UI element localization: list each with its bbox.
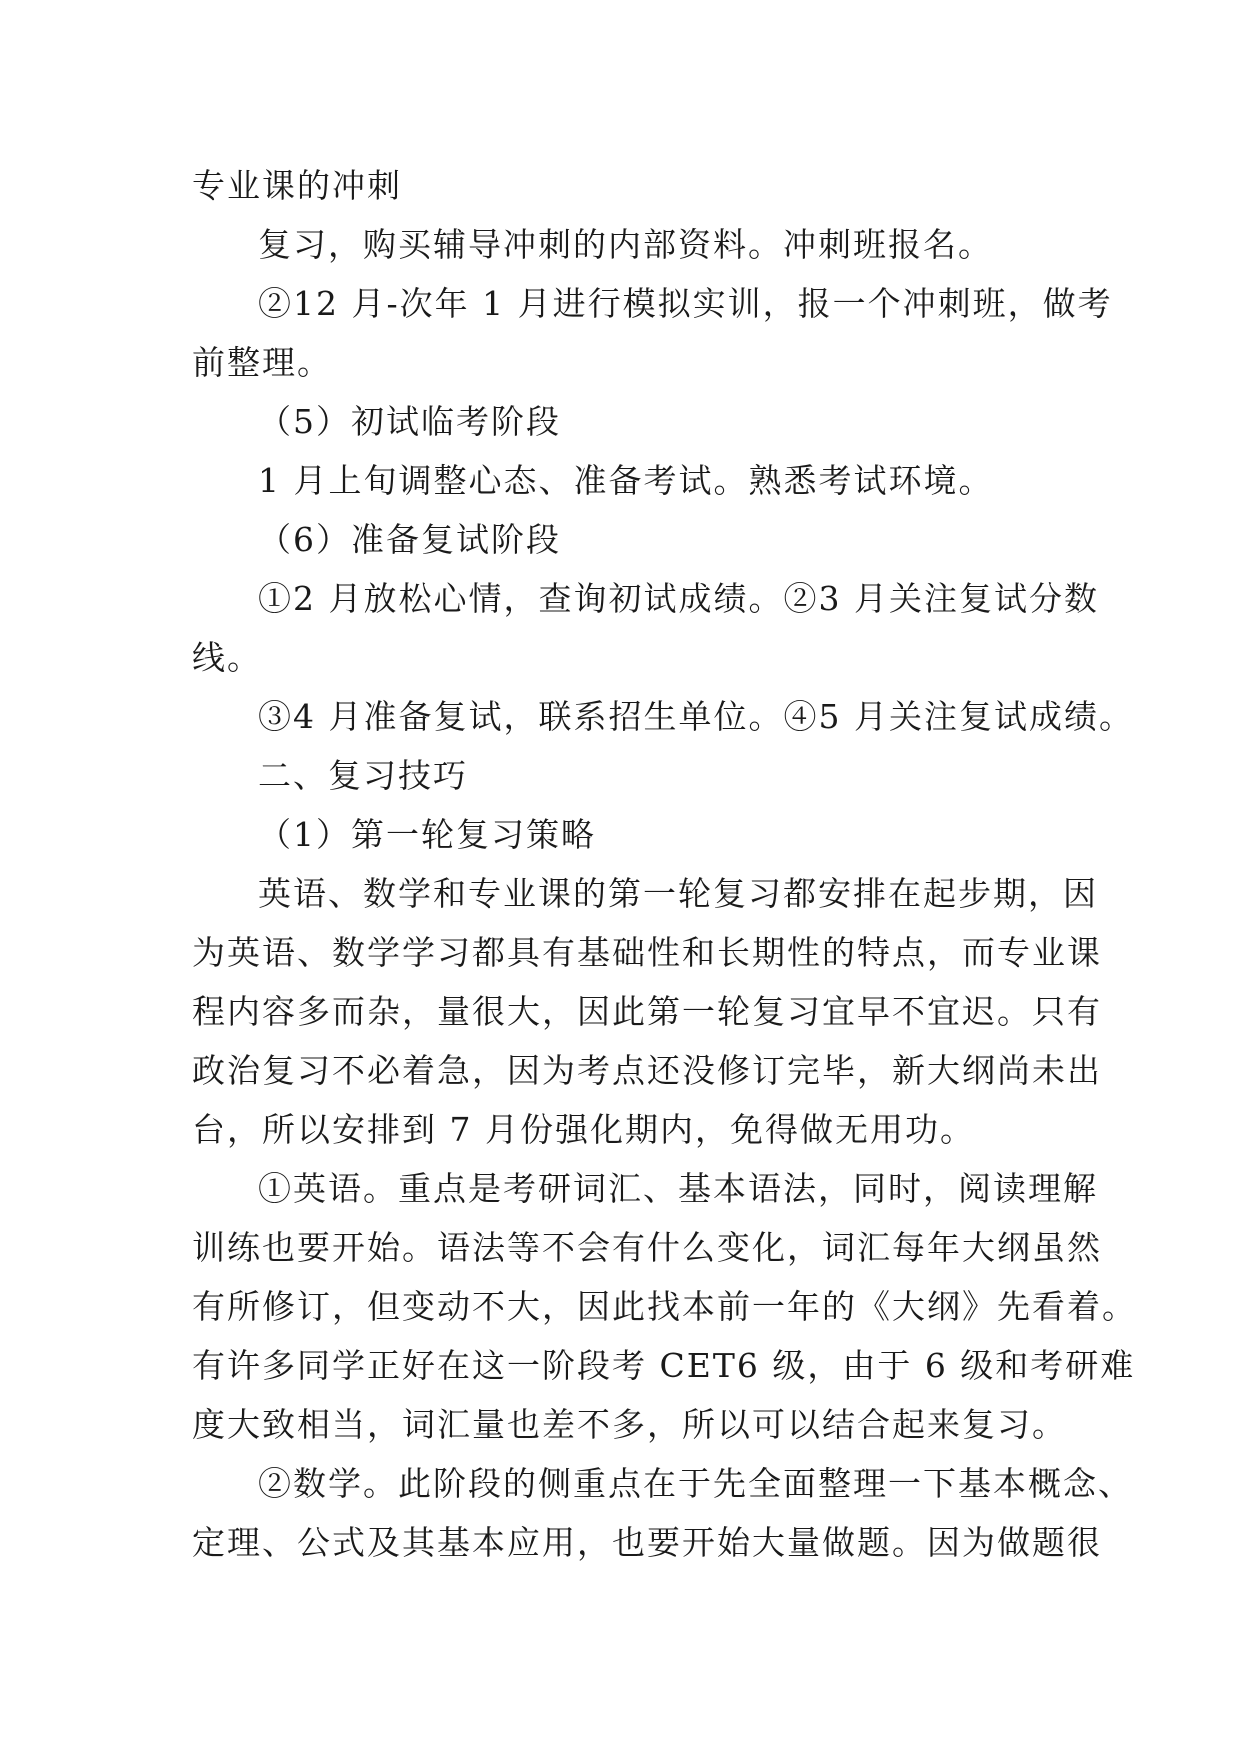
text-line: 台，所以安排到 7 月份强化期内，免得做无用功。 xyxy=(192,1110,975,1149)
text-line: 程内容多而杂，量很大，因此第一轮复习宜早不宜迟。只有 xyxy=(192,992,1102,1031)
text-line: 度大致相当，词汇量也差不多，所以可以结合起来复习。 xyxy=(192,1405,1067,1444)
text-line: ②数学。此阶段的侧重点在于先全面整理一下基本概念、 xyxy=(258,1464,1133,1503)
text-line: 专业课的冲刺 xyxy=(192,166,402,205)
text-line: 训练也要开始。语法等不会有什么变化，词汇每年大纲虽然 xyxy=(192,1228,1102,1267)
section-heading: （6）准备复试阶段 xyxy=(258,520,561,559)
section-heading: （5）初试临考阶段 xyxy=(258,402,561,441)
text-line: ①2 月放松心情，查询初试成绩。②3 月关注复试分数 xyxy=(258,579,1099,618)
text-line: 英语、数学和专业课的第一轮复习都安排在起步期，因 xyxy=(258,874,1098,913)
document-body xyxy=(192,156,1137,1572)
text-line: 线。 xyxy=(192,638,262,677)
text-line: 1 月上旬调整心态、准备考试。熟悉考试环境。 xyxy=(258,461,994,500)
text-line: 有所修订，但变动不大，因此找本前一年的《大纲》先看着。 xyxy=(192,1287,1137,1326)
section-heading: （1）第一轮复习策略 xyxy=(258,815,596,854)
text-line: 复习，购买辅导冲刺的内部资料。冲刺班报名。 xyxy=(258,225,993,264)
text-line: ②12 月-次年 1 月进行模拟实训，报一个冲刺班，做考 xyxy=(258,284,1113,323)
text-line: 前整理。 xyxy=(192,343,332,382)
section-heading: 二、复习技巧 xyxy=(258,756,468,795)
text-line: ③4 月准备复试，联系招生单位。④5 月关注复试成绩。 xyxy=(258,697,1134,736)
text-line: 为英语、数学学习都具有基础性和长期性的特点，而专业课 xyxy=(192,933,1102,972)
text-line: ①英语。重点是考研词汇、基本语法，同时，阅读理解 xyxy=(258,1169,1098,1208)
text-line: 定理、公式及其基本应用，也要开始大量做题。因为做题很 xyxy=(192,1523,1102,1562)
text-line: 有许多同学正好在这一阶段考 CET6 级，由于 6 级和考研难 xyxy=(192,1346,1136,1385)
text-line: 政治复习不必着急，因为考点还没修订完毕，新大纲尚未出 xyxy=(192,1051,1102,1090)
